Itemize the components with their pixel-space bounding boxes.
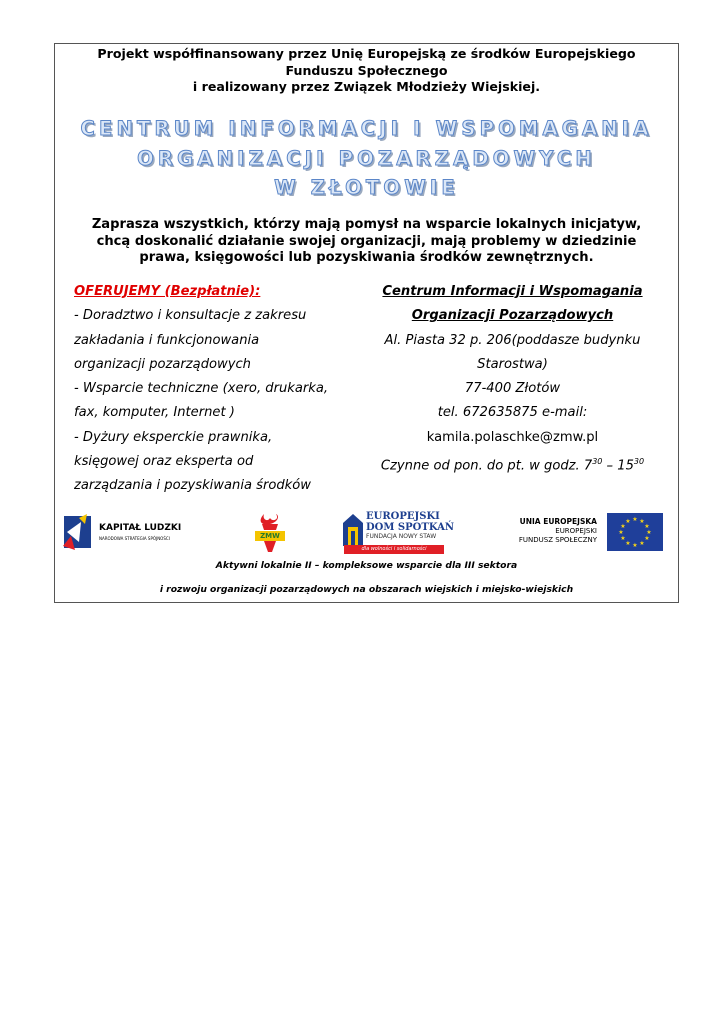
offer-line: zarządzania i pozyskiwania środków bbox=[74, 478, 311, 494]
offer-column bbox=[74, 280, 364, 499]
svg-text:★: ★ bbox=[632, 516, 638, 523]
flyer-frame bbox=[54, 43, 679, 603]
contact-column bbox=[355, 280, 670, 479]
hours-end-minutes: 30 bbox=[633, 457, 645, 467]
svg-text:★: ★ bbox=[646, 529, 652, 536]
contact-phone: tel. 672635875 e-mail: bbox=[437, 405, 588, 421]
zmw-logo bbox=[250, 512, 290, 554]
header-line-3: i realizowany przez Związek Młodzieży Wiejskiej. bbox=[192, 79, 541, 94]
eu-line-1: UNIA EUROPEJSKA bbox=[519, 517, 597, 526]
intro-text bbox=[79, 217, 654, 267]
eds-tagline: dla wolności i solidarności bbox=[344, 545, 444, 554]
contact-email-link[interactable]: kamila.polaschke@zmw.pl bbox=[426, 429, 599, 445]
svg-text:★: ★ bbox=[639, 540, 645, 547]
svg-text:★: ★ bbox=[644, 535, 650, 542]
zmw-label: ZMW bbox=[260, 532, 280, 540]
eds-line-1: EUROPEJSKI bbox=[366, 511, 440, 522]
header-line-2: Funduszu Społecznego bbox=[285, 62, 448, 78]
offer-heading: OFERUJEMY (Bezpłatnie): bbox=[74, 284, 261, 299]
svg-text:★: ★ bbox=[625, 518, 631, 525]
eu-efs-logo bbox=[493, 513, 671, 553]
contact-name-line-2: Organizacji Pozarządowych bbox=[411, 308, 614, 324]
eu-line-3: FUNDUSZ SPOŁECZNY bbox=[518, 536, 597, 544]
contact-address-line-2: Starostwa) bbox=[477, 356, 548, 372]
svg-text:★: ★ bbox=[618, 529, 624, 536]
eu-line-2: EUROPEJSKI bbox=[555, 527, 597, 535]
offer-line: organizacji pozarządowych bbox=[74, 356, 251, 372]
contact-address-line-1: Al. Piasta 32 p. 206(poddasze budynku bbox=[384, 332, 641, 348]
title-line-3: W ZŁOTOWIE bbox=[274, 176, 459, 199]
contact-city: 77-400 Złotów bbox=[464, 381, 561, 397]
intro-line-1: Zaprasza wszystkich, którzy mają pomysł na wsparcie lokalnych inicjatyw, bbox=[91, 217, 642, 232]
offer-line: księgowej oraz eksperta od bbox=[74, 454, 254, 470]
eu-flag-icon bbox=[607, 513, 663, 551]
kapital-ludzki-title: KAPITAŁ LUDZKI bbox=[99, 523, 182, 533]
title-line-2: ORGANIZACJI POZARZĄDOWYCH bbox=[137, 146, 596, 170]
eds-line-2: DOM SPOTKAŃ bbox=[366, 522, 455, 533]
svg-text:★: ★ bbox=[620, 523, 626, 530]
kapital-ludzki-subtitle: NARODOWA STRATEGIA SPÓJNOŚCI bbox=[99, 536, 170, 541]
offer-line: fax, komputer, Internet ) bbox=[74, 405, 235, 421]
header-line-1: Projekt współfinansowany przez Unię Europejską ze środków Europejskiego bbox=[97, 46, 636, 61]
hours-separator: – 15 bbox=[602, 458, 634, 474]
cofinancing-header bbox=[55, 46, 678, 96]
offer-line: zakładania i funkcjonowania bbox=[74, 332, 260, 348]
intro-line-3: prawa, księgowości lub pozyskiwania środków zewnętrznych. bbox=[139, 250, 594, 265]
footer-line-2: i rozwoju organizacji pozarządowych na obszarach wiejskich i miejsko-wiejskich bbox=[159, 584, 574, 595]
svg-text:★: ★ bbox=[632, 542, 638, 549]
offer-line: - Dyżury eksperckie prawnika, bbox=[74, 429, 273, 445]
page-title bbox=[55, 114, 678, 203]
eds-line-3: FUNDACJA NOWY STAW bbox=[366, 533, 437, 540]
intro-line-2: chcą doskonalić działanie swojej organizacji, mają problemy w dziedzinie bbox=[96, 233, 637, 249]
offer-line: - Doradztwo i konsultacje z zakresu bbox=[74, 308, 307, 324]
europejski-dom-spotkan-logo bbox=[342, 511, 457, 555]
hours-start-minutes: 30 bbox=[592, 457, 603, 467]
house-icon bbox=[342, 513, 364, 547]
kapital-ludzki-logo bbox=[61, 512, 201, 552]
offer-line: - Wsparcie techniczne (xero, drukarka, bbox=[74, 381, 329, 397]
svg-text:★: ★ bbox=[644, 523, 650, 530]
hours-prefix: Czynne od pon. do pt. w godz. 7 bbox=[380, 458, 593, 474]
project-footer bbox=[55, 554, 678, 602]
svg-text:★: ★ bbox=[620, 535, 626, 542]
title-line-1: CENTRUM INFORMACJI I WSPOMAGANIA bbox=[80, 117, 653, 140]
svg-text:★: ★ bbox=[639, 518, 645, 525]
kapital-ludzki-emblem-icon bbox=[61, 512, 95, 552]
contact-name-line-1: Centrum Informacji i Wspomagania bbox=[382, 284, 643, 299]
logo-strip bbox=[55, 510, 678, 556]
svg-text:★: ★ bbox=[625, 540, 631, 547]
footer-line-1: Aktywni lokalnie II – kompleksowe wsparcie dla III sektora bbox=[215, 560, 518, 571]
contact-hours bbox=[355, 450, 670, 479]
